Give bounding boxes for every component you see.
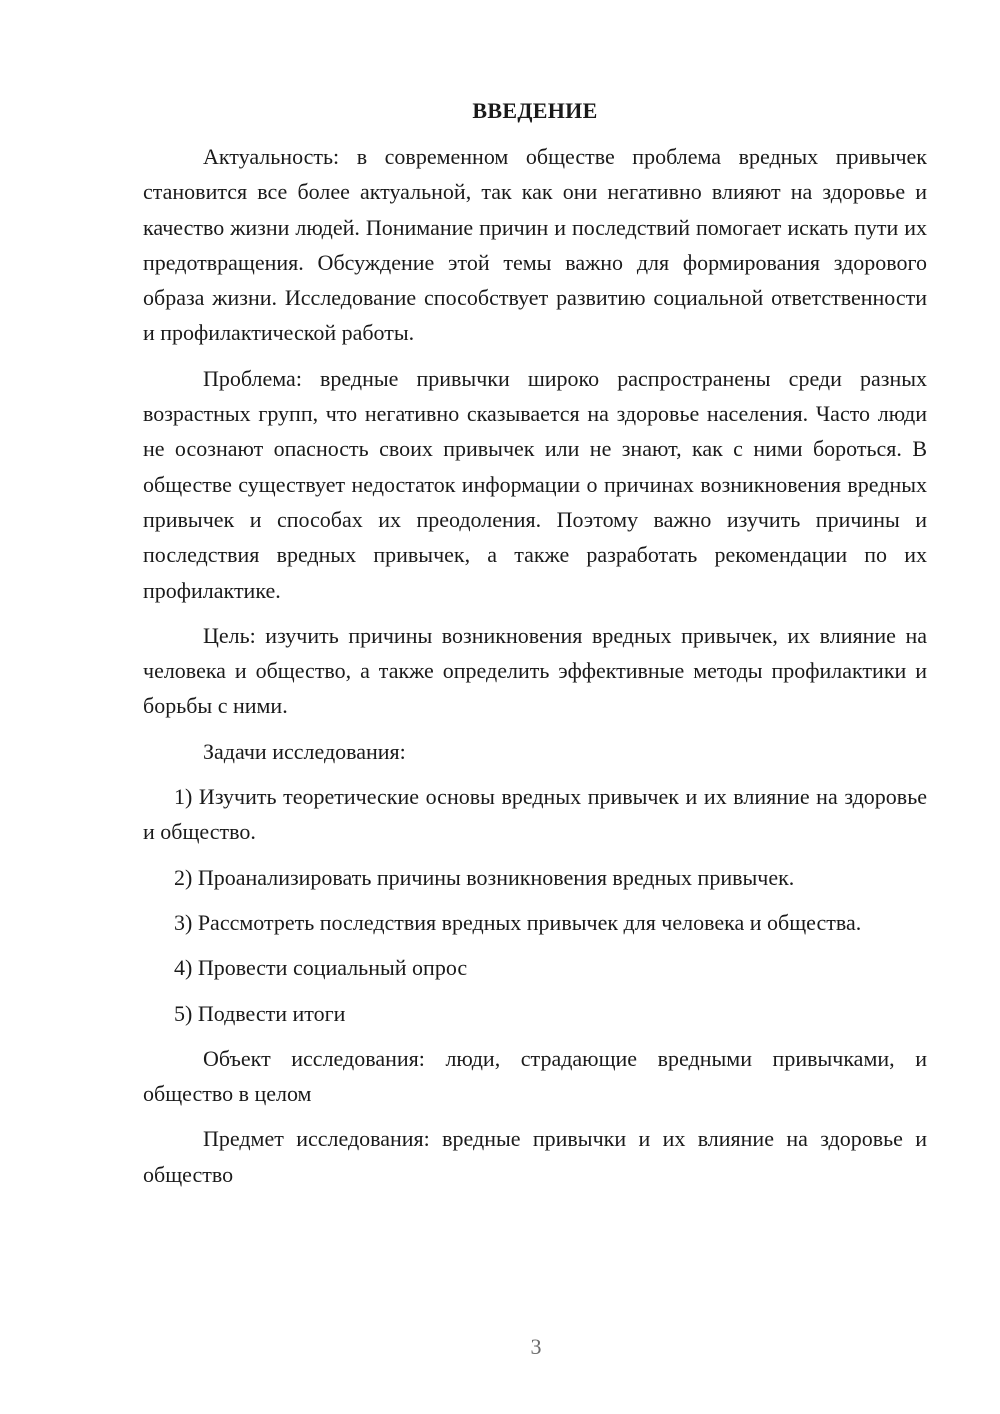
page-number: 3 <box>530 1334 542 1359</box>
paragraph-subject: Предмет исследования: вредные привычки и их влияние на здоровье и общество <box>143 1126 927 1187</box>
page-content <box>143 95 927 1202</box>
tasks-heading: Задачи исследования: <box>203 738 406 764</box>
task-item-1: 1) Изучить теоретические основы вредных привычек и их влияние на здоровье и общество. <box>143 784 927 845</box>
paragraph-goal: Цель: изучить причины возникновения вредных привычек, их влияние на человека и общество, а также определить эффективные методы профилактики и борьбы с ними. <box>143 622 927 719</box>
paragraph-relevance: Актуальность: в современном обществе проблема вредных привычек становится все более актуальной, так как они негативно влияют на здоровье и качество жизни людей. Понимание причин и последствий помогает искать пути их предотвращения. Обсуждение этой темы важно для формирования здорового образа жизни. Исследование способствует развитию социальной ответственности и профилактической работы. <box>143 144 927 346</box>
task-item-2: 2) Проанализировать причины возникновения вредных привычек. <box>174 864 795 890</box>
paragraph-problem: Проблема: вредные привычки широко распространены среди разных возрастных групп, что негативно сказывается на здоровье населения. Часто люди не осознают опасность своих привычек или не знают, как с ними бороться. В обществе существует недостаток информации о причинах возникновения вредных привычек и способах их преодоления. Поэтому важно изучить причины и последствия вредных привычек, а также разработать рекомендации по их профилактике. <box>143 365 927 603</box>
task-item-3: 3) Рассмотреть последствия вредных привычек для человека и общества. <box>174 909 862 935</box>
page-title: ВВЕДЕНИЕ <box>472 98 598 123</box>
paragraph-object: Объект исследования: люди, страдающие вредными привычками, и общество в целом <box>143 1045 927 1107</box>
task-item-4: 4) Провести социальный опрос <box>174 955 468 981</box>
task-item-5: 5) Подвести итоги <box>174 1000 346 1026</box>
